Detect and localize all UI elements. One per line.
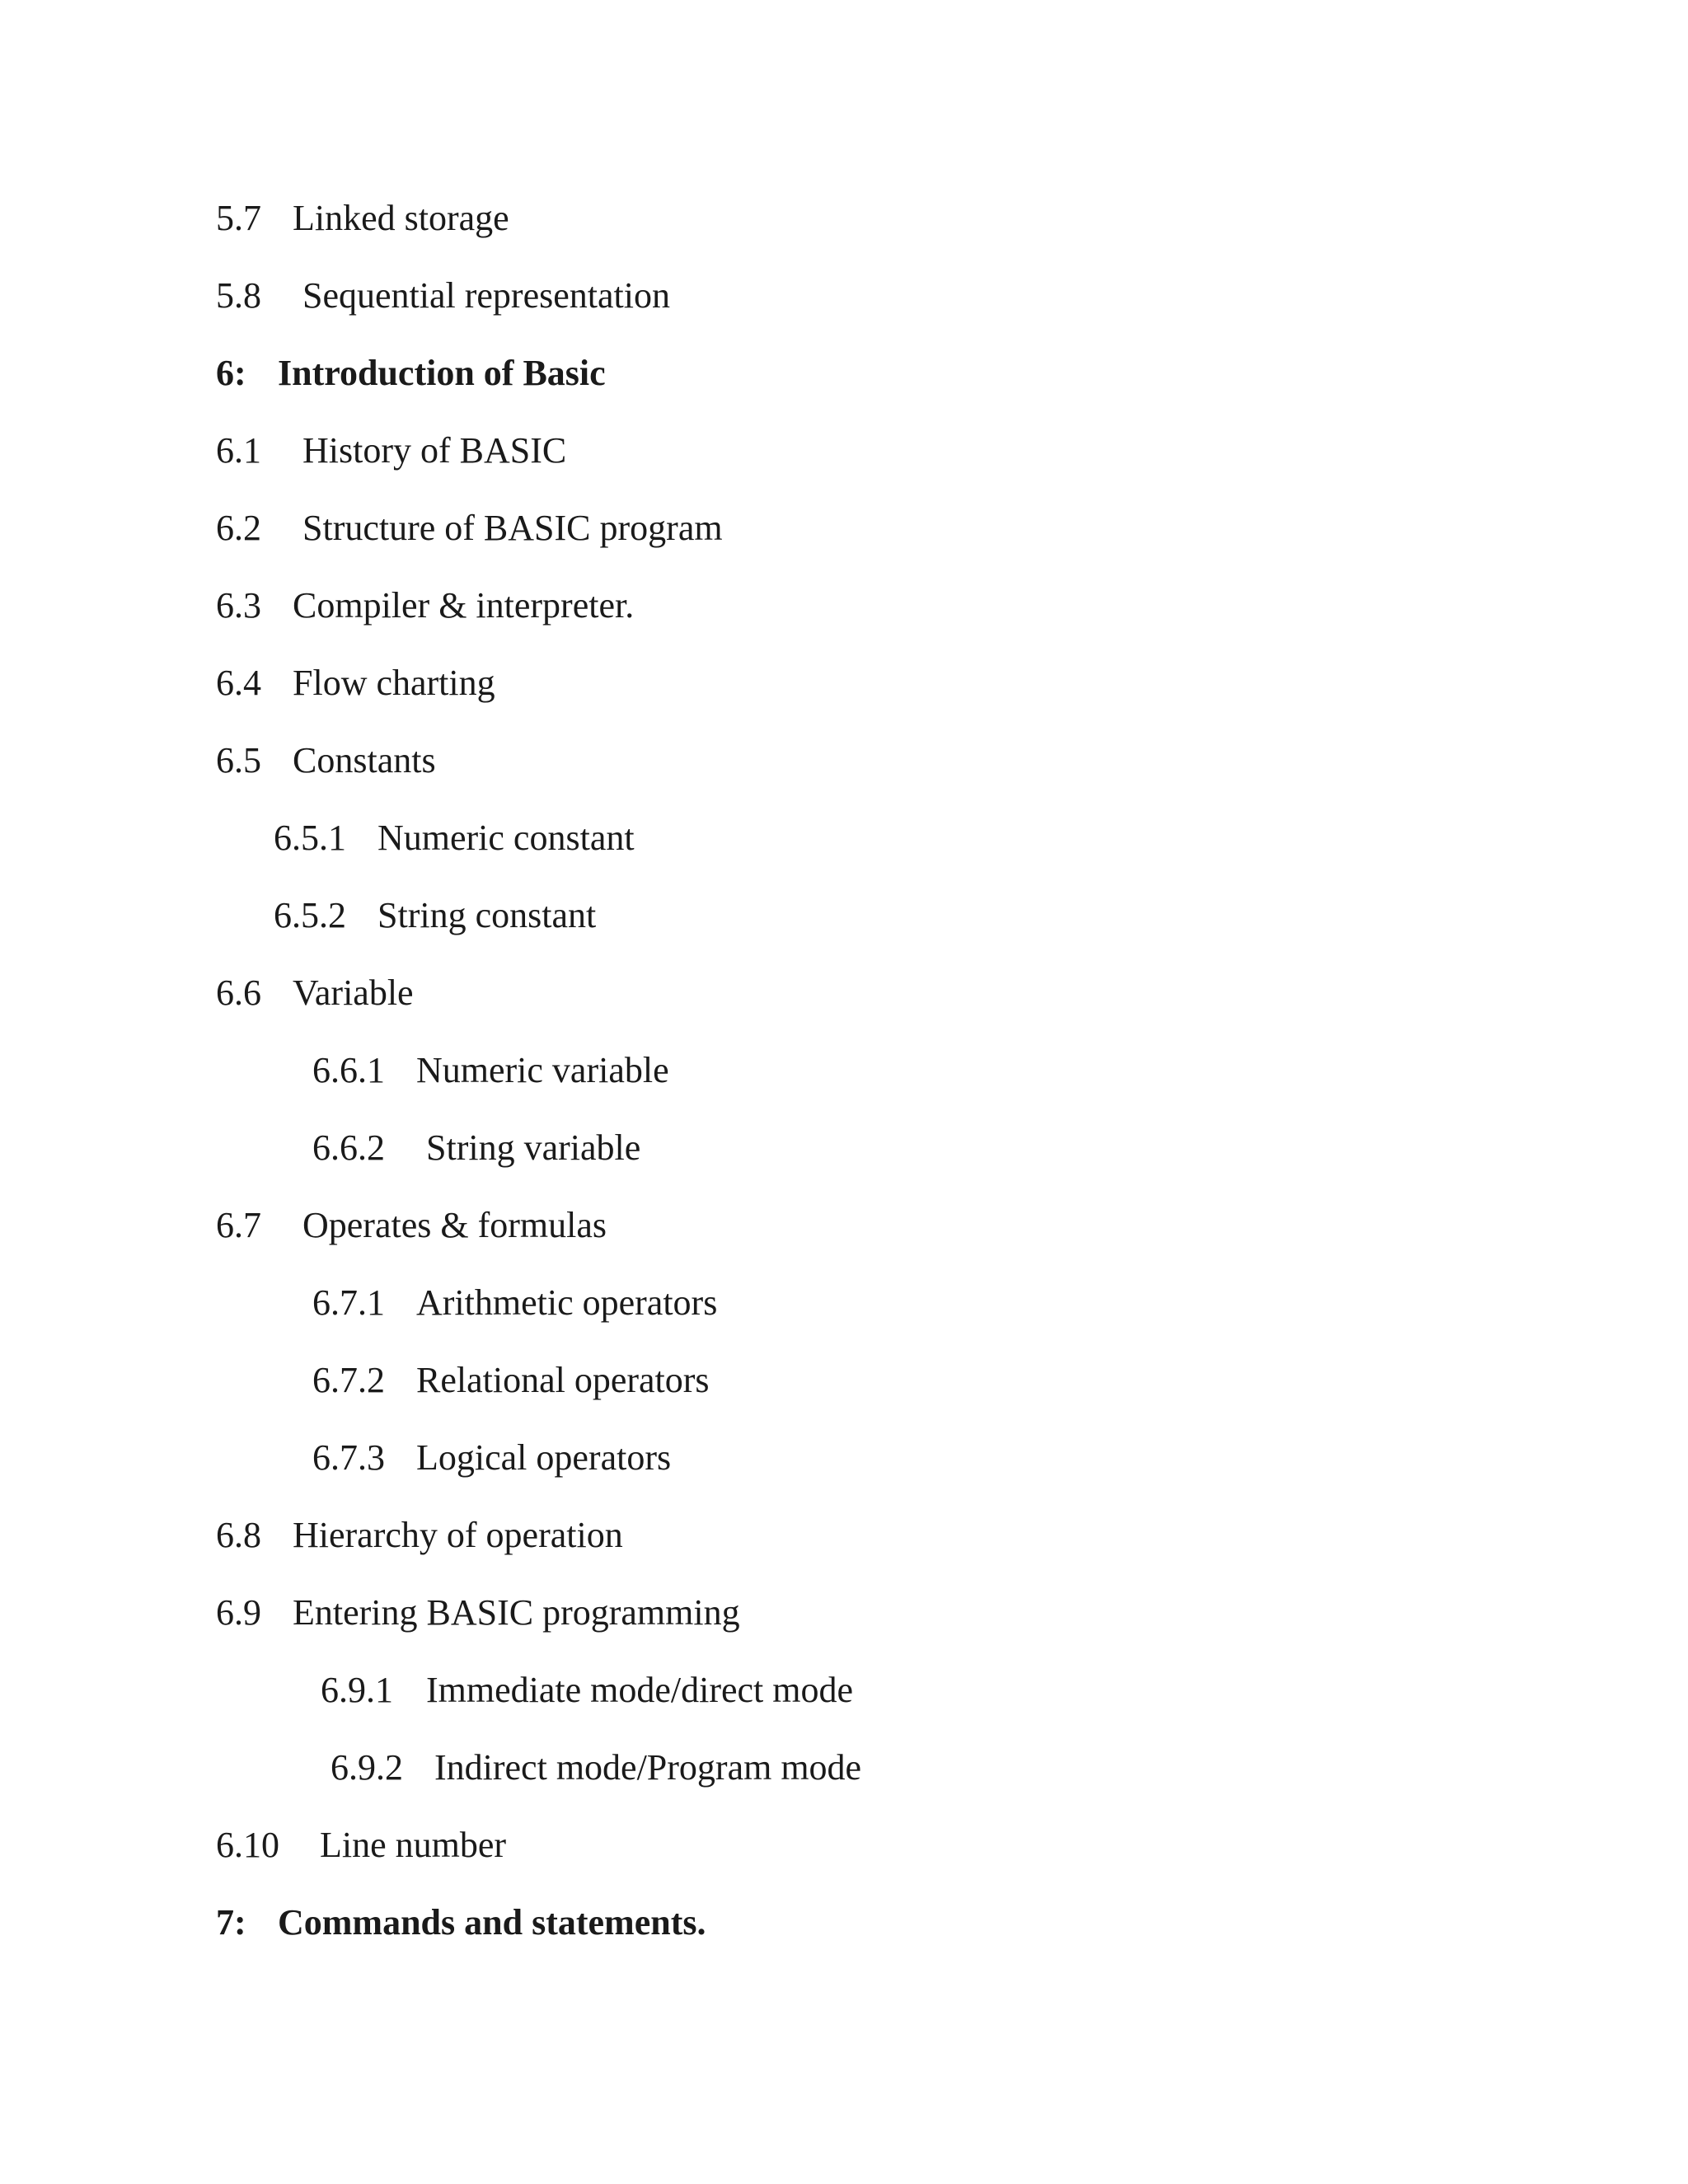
toc-title: Introduction of Basic [278,353,606,393]
toc-entry-6-6-2 [312,1125,640,1171]
toc-title: Sequential representation [302,275,670,316]
toc-entry-6-7 [216,1202,607,1249]
toc-entry-6-9-1 [321,1667,853,1713]
toc-number: 6.6.1 [312,1050,385,1090]
toc-title: Hierarchy of operation [293,1515,623,1555]
toc-title: Numeric constant [377,818,635,858]
toc-title: Indirect mode/Program mode [434,1747,862,1788]
toc-title: Variable [293,972,414,1013]
toc-title: Line number [320,1825,507,1865]
toc-title: Numeric variable [416,1050,669,1090]
toc-number: 5.7 [216,198,261,238]
toc-number: 6.9.1 [321,1670,393,1710]
toc-number: 6: [216,353,246,393]
toc-title: Relational operators [416,1360,710,1400]
toc-title: Commands and statements. [278,1902,706,1943]
toc-title: Arithmetic operators [416,1282,718,1323]
toc-number: 6.7 [216,1205,261,1245]
toc-entry-6-8 [216,1512,623,1558]
toc-number: 6.9.2 [331,1747,403,1788]
toc-number: 6.8 [216,1515,261,1555]
toc-number: 6.2 [216,508,261,548]
toc-number: 6.5.1 [274,818,346,858]
toc-entry-6-5 [216,738,436,784]
toc-number: 6.9 [216,1592,261,1633]
toc-title: Logical operators [416,1437,672,1478]
toc-title: Linked storage [293,198,509,238]
toc-entry-6-4 [216,660,495,706]
toc-title: String variable [426,1127,641,1168]
toc-title: String constant [377,895,597,935]
toc-entry-6-9 [216,1590,740,1636]
toc-title: Entering BASIC programming [293,1592,740,1633]
toc-entry-6-1 [216,428,566,474]
toc-number: 6.3 [216,585,261,626]
toc-number: 6.5 [216,740,261,780]
toc-title: History of BASIC [302,430,567,471]
toc-number: 6.7.2 [312,1360,385,1400]
toc-title: Operates & formulas [302,1205,607,1245]
toc-chapter-7 [216,1900,706,1946]
toc-entry-6-3 [216,583,634,629]
toc-entry-6-6 [216,970,414,1016]
toc-title: Compiler & interpreter. [293,585,635,626]
toc-title: Flow charting [293,663,495,703]
toc-number: 7: [216,1902,246,1943]
toc-entry-6-9-2 [331,1745,861,1791]
toc-number: 6.1 [216,430,261,471]
toc-title: Constants [293,740,436,780]
toc-number: 6.4 [216,663,261,703]
toc-entry-6-10 [216,1822,506,1868]
toc-entry-5-7 [216,195,509,241]
toc-number: 6.7.3 [312,1437,385,1478]
toc-entry-6-7-1 [312,1280,717,1326]
toc-number: 6.7.1 [312,1282,385,1323]
toc-entry-6-7-2 [312,1357,710,1404]
toc-entry-6-5-2 [274,893,596,939]
toc-title: Immediate mode/direct mode [426,1670,854,1710]
toc-number: 6.10 [216,1825,279,1865]
toc-title: Structure of BASIC program [302,508,723,548]
toc-entry-6-6-1 [312,1047,669,1094]
toc-number: 5.8 [216,275,261,316]
toc-number: 6.6.2 [312,1127,385,1168]
toc-entry-6-7-3 [312,1435,671,1481]
toc-number: 6.6 [216,972,261,1013]
toc-entry-6-2 [216,505,723,551]
toc-number: 6.5.2 [274,895,346,935]
toc-chapter-6 [216,350,606,396]
toc-entry-5-8 [216,273,670,319]
toc-entry-6-5-1 [274,815,635,861]
